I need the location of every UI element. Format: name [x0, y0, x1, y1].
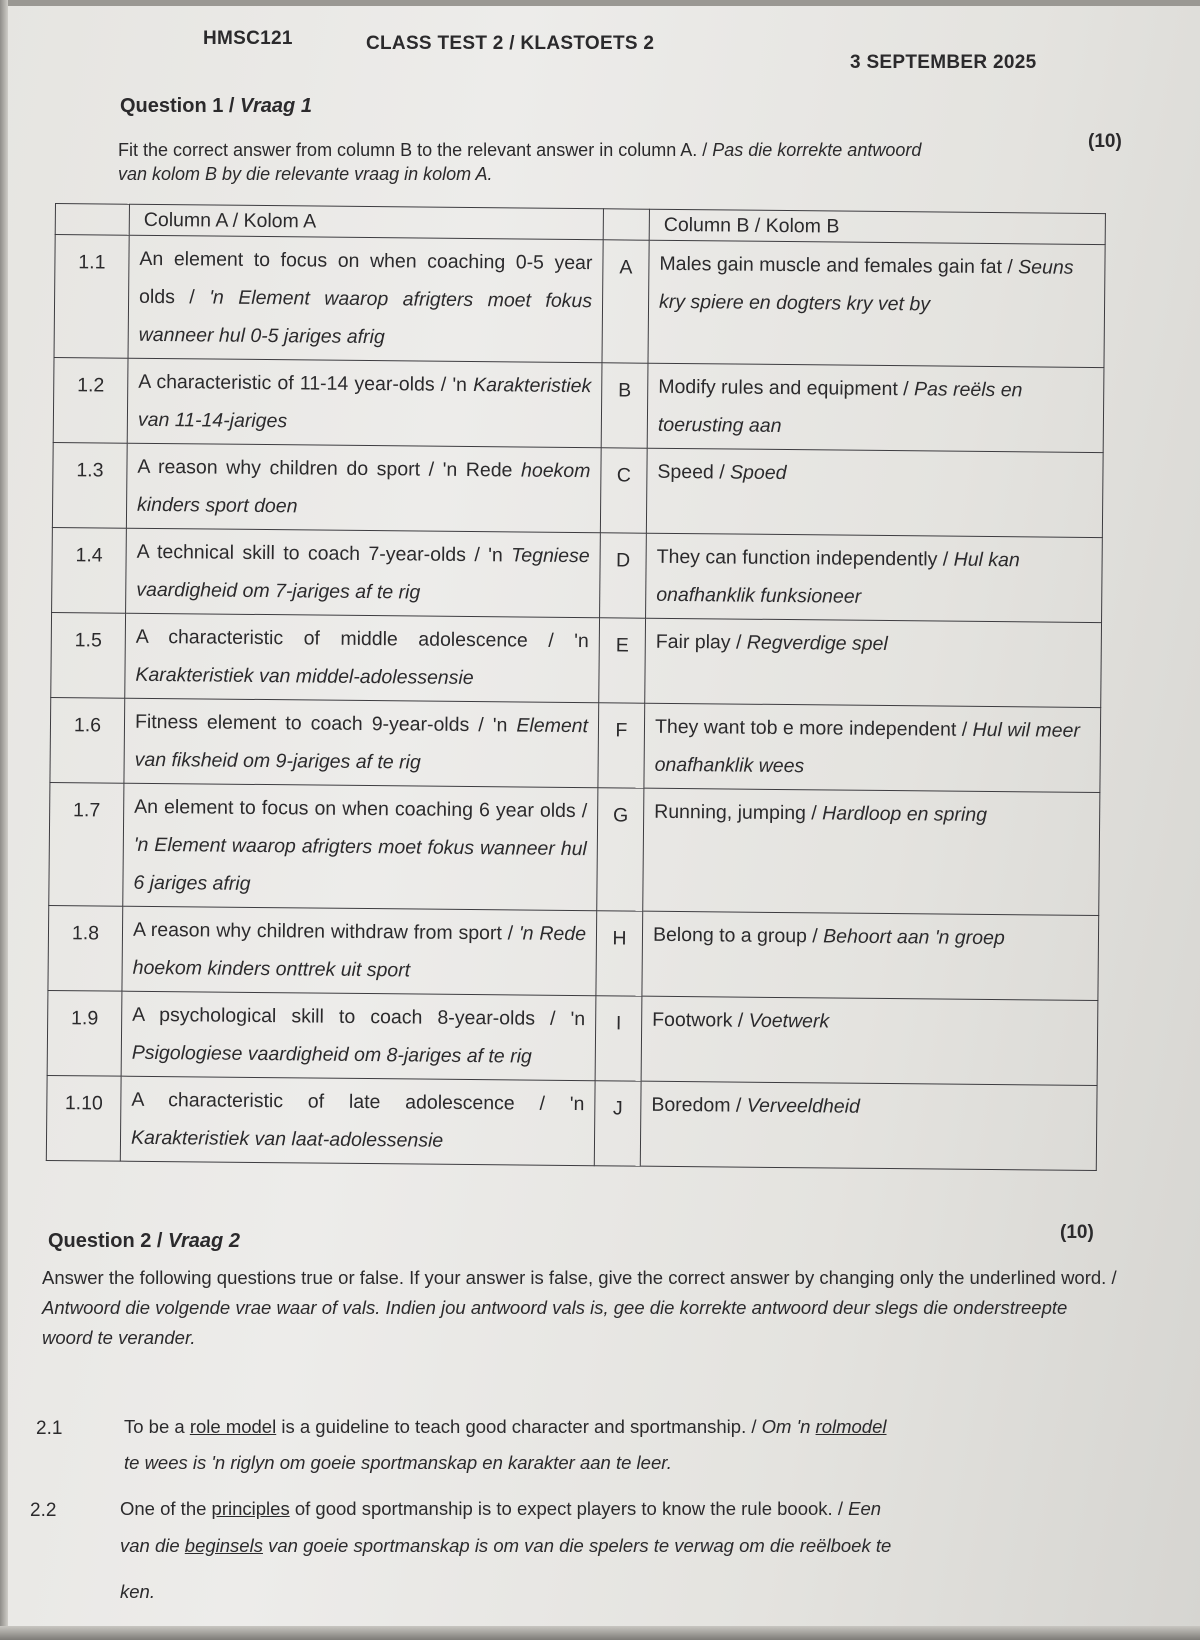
item-2-2-underlined-en: principles: [211, 1498, 290, 1519]
question2-marks: (10): [1060, 1222, 1094, 1243]
question2-title: [48, 1230, 240, 1253]
column-b-cell: [644, 703, 1101, 792]
answer-letter: A: [602, 240, 649, 363]
column-b-en: Males gain muscle and females gain fat /: [659, 252, 1019, 279]
table-row: [52, 442, 1103, 537]
header-num-cell: [55, 204, 129, 236]
column-b-afr: Regverdige spel: [746, 631, 888, 656]
column-a-afr: 'n Element waarop afrigters moet fokus wanneer hul 0-5 jariges afrig: [138, 286, 593, 349]
item-2-1-number: 2.1: [36, 1418, 63, 1439]
item-2-2-number: 2.2: [30, 1500, 57, 1521]
column-a-en: A reason why children withdraw from sport /: [132, 918, 520, 945]
column-b-en: Modify rules and equipment /: [658, 375, 915, 401]
photo-edge-top: [0, 0, 1200, 6]
answer-letter: I: [595, 996, 642, 1081]
answer-letter: D: [600, 533, 647, 618]
column-b-cell: [646, 448, 1103, 537]
question-number: 1.6: [50, 697, 125, 783]
column-b-en: Boredom /: [651, 1093, 747, 1117]
question2-title-afr: Vraag 2: [168, 1230, 240, 1252]
column-a-afr: 'n Rede hoekom kinders onttrek uit sport: [132, 922, 587, 982]
column-a-en: A technical skill to coach 7-year-olds / 'n: [136, 540, 512, 567]
question-number: 1.7: [49, 782, 124, 906]
column-b-afr: Hul kan onafhanklik funksioneer: [656, 548, 1020, 608]
question2-instruction-en: Answer the following questions true or false. If your answer is false, give the correct answer by changing only the underlined word. /: [42, 1267, 1117, 1288]
item-2-1-text: [124, 1415, 1104, 1439]
column-a-cell: [122, 906, 597, 996]
item-2-2-en-before: One of the: [120, 1498, 212, 1519]
column-a-cell: [125, 613, 600, 703]
column-a-cell: [126, 443, 601, 533]
column-b-cell: [647, 363, 1104, 452]
question-number: 1.2: [53, 357, 128, 443]
table-row: [47, 990, 1098, 1085]
test-title: CLASS TEST 2 / KLASTOETS 2: [366, 33, 655, 54]
table-row: [53, 357, 1104, 452]
column-b-afr: Pas reëls en toerusting aan: [657, 378, 1023, 437]
column-b-afr: Spoed: [729, 461, 787, 485]
matching-table: [46, 203, 1106, 1171]
question-number: 1.5: [51, 612, 126, 698]
item-2-2-underlined-afr: beginsels: [184, 1535, 263, 1556]
column-b-en: Footwork /: [652, 1008, 749, 1032]
question-number: 1.10: [46, 1075, 121, 1161]
column-b-cell: [648, 240, 1105, 367]
column-a-cell: [121, 991, 596, 1081]
item-2-1-en-after: is a guideline to teach good character and sportmanship. /: [276, 1416, 762, 1437]
answer-letter: B: [601, 363, 648, 448]
item-2-1-en-before: To be a: [124, 1416, 190, 1437]
column-a-afr: Element van fiksheid om 9-jariges af te rig: [134, 714, 589, 774]
column-a-en: A characteristic of middle adolescence / 'n: [135, 625, 589, 653]
column-b-cell: [642, 911, 1099, 1000]
photo-edge-bottom: [0, 1626, 1200, 1640]
column-b-afr: Behoort aan 'n groep: [823, 925, 1005, 950]
question-number: 1.4: [52, 527, 127, 613]
column-b-cell: [645, 618, 1102, 707]
table-row: [54, 235, 1105, 368]
item-2-2-en-after: of good sportmanship is to expect players to know the rule boook. /: [289, 1498, 849, 1519]
table-row: [50, 697, 1101, 792]
question-number: 1.3: [52, 442, 127, 528]
question-number: 1.9: [47, 990, 122, 1076]
table-row: [49, 782, 1100, 915]
answer-letter: H: [596, 911, 643, 996]
column-a-en: An element to focus on when coaching 6 year olds /: [134, 795, 588, 823]
answer-letter: G: [597, 788, 644, 911]
column-a-cell: [124, 698, 599, 788]
header-letter-cell: [603, 209, 649, 240]
column-b-cell: [643, 788, 1100, 915]
item-2-1-afr-before: Om 'n: [761, 1416, 816, 1437]
question2-instruction-afr: Antwoord die volgende vrae waar of vals. Indien jou antwoord vals is, gee die korrekte antwoord deur slegs die onderstreepte woord te verander.: [42, 1297, 1068, 1348]
item-2-2-afr-end: ken.: [120, 1581, 155, 1602]
column-a-en: A characteristic of late adolescence / 'n: [131, 1088, 585, 1116]
column-a-header: Column A / Kolom A: [129, 204, 603, 240]
column-a-afr: Karakteristiek van middel-adolessensie: [135, 663, 474, 690]
column-b-cell: [641, 996, 1098, 1085]
column-b-afr: Voetwerk: [748, 1009, 830, 1033]
column-a-afr: hoekom kinders sport doen: [137, 459, 591, 518]
column-b-cell: [640, 1081, 1097, 1170]
item-2-2-afr-mid: van die: [120, 1535, 185, 1556]
item-2-1-underlined-en: role model: [189, 1416, 277, 1437]
column-a-en: A psychological skill to coach 8-year-olds / 'n: [132, 1003, 586, 1031]
column-b-en: They can function independently /: [656, 545, 954, 571]
column-b-afr: Hardloop en spring: [822, 802, 988, 826]
column-a-cell: [126, 528, 601, 618]
column-b-afr: Seuns kry spiere en dogters kry vet by: [658, 256, 1074, 316]
column-a-afr: 'n Element waarop afrigters moet fokus wanneer hul 6 jariges afrig: [133, 833, 587, 895]
answer-letter: E: [599, 618, 646, 703]
question-number: 1.8: [48, 905, 123, 991]
question-number: 1.1: [54, 235, 129, 359]
column-a-en: A characteristic of 11-14 year-olds / 'n: [138, 370, 474, 397]
question1-instruction: [118, 138, 1128, 186]
column-a-en: A reason why children do sport / 'n Rede: [137, 455, 522, 482]
column-b-en: Belong to a group /: [652, 923, 824, 948]
column-b-en: They want tob e more independent /: [654, 715, 973, 741]
column-a-cell: [123, 783, 598, 911]
column-b-cell: [646, 533, 1103, 622]
column-b-en: Running, jumping /: [654, 800, 823, 825]
item-2-2-afr-line: [120, 1534, 1110, 1558]
column-b-header: Column B / Kolom B: [649, 209, 1105, 244]
column-a-cell: [127, 358, 602, 448]
photo-edge-left: [0, 0, 8, 1640]
column-b-en: Speed /: [657, 460, 731, 484]
question2-title-en: Question 2 /: [48, 1230, 169, 1252]
answer-letter: F: [598, 703, 645, 788]
table-row: [52, 527, 1103, 622]
question1-title-afr: Vraag 1: [240, 95, 312, 117]
question2-instruction: [42, 1263, 1122, 1353]
table-row: [48, 905, 1099, 1000]
column-a-afr: Karakteristiek van laat-adolessensie: [130, 1126, 444, 1152]
column-a-cell: [128, 235, 603, 363]
table-body: [46, 235, 1105, 1171]
column-b-afr: Hul wil meer onafhanklik wees: [654, 718, 1080, 778]
column-b-en: Fair play /: [655, 630, 747, 654]
item-2-2-afr-after: van goeie sportmanskap is om van die spelers te verwag om die reëlboek te: [262, 1535, 892, 1556]
item-2-1-underlined-afr: rolmodel: [815, 1416, 887, 1437]
column-a-afr: Psigologiese vaardigheid om 8-jariges af te rig: [131, 1041, 532, 1068]
answer-letter: J: [594, 1081, 641, 1166]
question1-title-en: Question 1 /: [120, 95, 241, 117]
question1-title: [120, 95, 312, 118]
question1-instruction-afr-1: Pas die korrekte antwoord: [712, 140, 922, 160]
column-a-afr: Karakteristiek van 11-14-jariges: [137, 374, 592, 433]
question1-marks: (10): [1088, 131, 1122, 152]
column-a-en: An element to focus on when coaching 0-5 year olds /: [138, 247, 593, 309]
test-date: 3 SEPTEMBER 2025: [850, 52, 1037, 73]
question1-instruction-afr-2: van kolom B by die relevante vraag in kolom A.: [118, 164, 493, 184]
answer-letter: C: [600, 448, 647, 533]
item-2-2-afr-before: Een: [848, 1498, 882, 1519]
question1-instruction-en: Fit the correct answer from column B to the relevant answer in column A. /: [118, 140, 713, 160]
table-row: [46, 1075, 1097, 1170]
item-2-1-afr-after: te wees is 'n riglyn om goeie sportmanskap en karakter aan te leer.: [124, 1452, 672, 1473]
item-2-2-text: [120, 1497, 1110, 1521]
column-a-afr: Tegniese vaardigheid om 7-jariges af te rig: [136, 544, 590, 604]
column-a-en: Fitness element to coach 9-year-olds / 'n: [134, 710, 517, 737]
column-a-cell: [120, 1076, 595, 1166]
course-code: HMSC121: [203, 28, 293, 49]
column-b-afr: Verveeldheid: [746, 1094, 860, 1118]
table-row: [51, 612, 1102, 707]
